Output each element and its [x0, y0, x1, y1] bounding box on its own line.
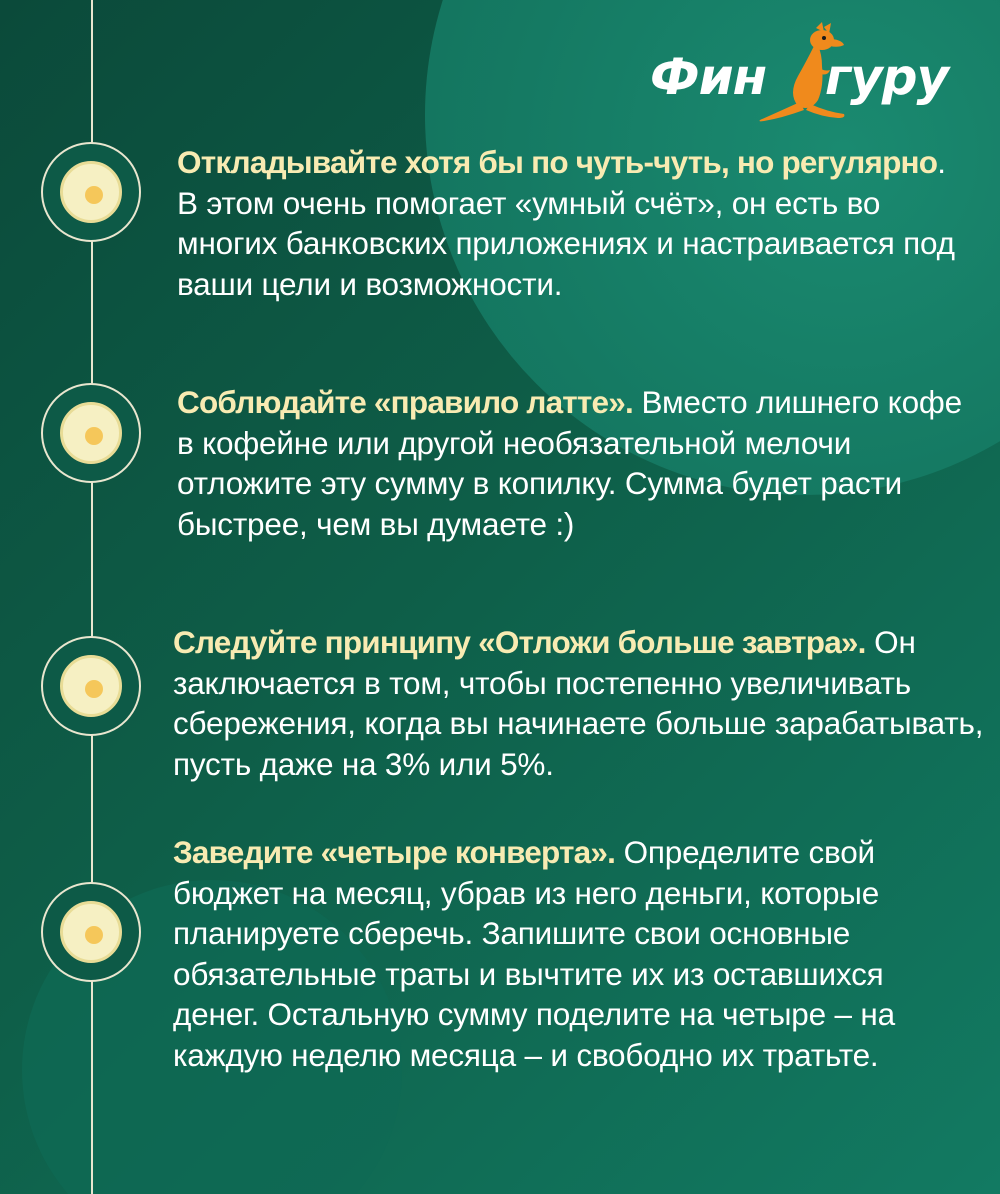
tip-text: . В этом очень помогает «умный счёт», он есть во многих банковских приложениях и настраивается под ваши цели и возможности. — [177, 144, 955, 302]
tip-highlight: Следуйте принципу «Отложи больше завтра». — [173, 624, 866, 660]
marker-ring — [60, 901, 122, 963]
timeline-marker-3 — [41, 636, 141, 736]
logo-text-left: Фин — [650, 48, 767, 106]
fingur-logo — [650, 30, 970, 125]
tip-text: Он заключается в том, чтобы постепенно увеличивать сбережения, когда вы начинаете больше зарабатывать, пусть даже на 3% или 5%. — [173, 624, 984, 782]
tip-highlight: Заведите «четыре конверта». — [173, 834, 616, 870]
marker-ring — [60, 655, 122, 717]
logo-text-right: гуру — [825, 48, 949, 106]
tip-2 — [177, 382, 967, 544]
tip-highlight: Откладывайте хотя бы по чуть-чуть, но регулярно — [177, 144, 938, 180]
tip-highlight: Соблюдайте «правило латте». — [177, 384, 633, 420]
timeline-marker-1 — [41, 142, 141, 242]
marker-ring — [60, 402, 122, 464]
marker-dot — [85, 926, 103, 944]
tip-text: Вместо лишнего кофе в кофейне или другой необязательной мелочи отложите эту сумму в копилку. Сумма будет расти быстрее, чем вы думаете :) — [177, 384, 962, 542]
tip-1 — [177, 142, 967, 304]
marker-dot — [85, 427, 103, 445]
marker-ring — [60, 161, 122, 223]
marker-dot — [85, 186, 103, 204]
marker-dot — [85, 680, 103, 698]
tip-3 — [173, 622, 988, 784]
timeline-marker-4 — [41, 882, 141, 982]
timeline-marker-2 — [41, 383, 141, 483]
tip-4 — [173, 832, 973, 1075]
tip-text: Определите свой бюджет на месяц, убрав из него деньги, которые планируете сберечь. Запишите свои основные обязательные траты и вычтите их из оставшихся денег. Остальную сумму поделите на четыре – на каждую неделю месяца – и свободно их тратьте. — [173, 834, 895, 1073]
